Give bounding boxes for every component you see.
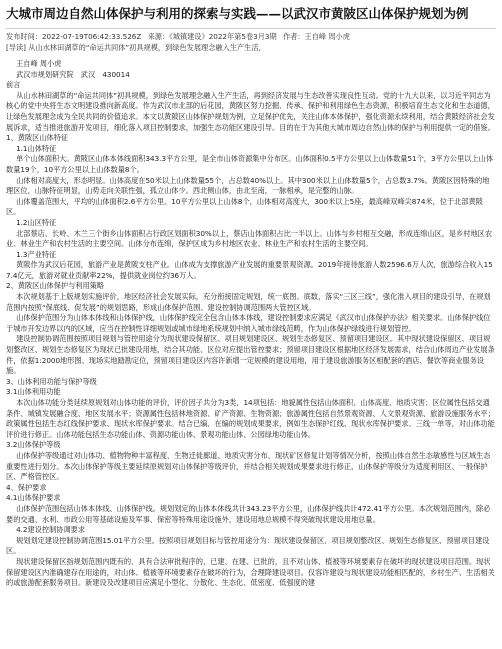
title-divider — [6, 28, 496, 29]
body-paragraph: 建设控制协调范围按照项目规划与管控用途分为现状建设保留区、项目规划建设区、规划生态修复区、预留项目建设区。其中现状建设保留区、项目规划整改区、规划生态修复区为现状已批建设用地，结合其功能、区位对应提出管控要求；预留项目建设区根据地区经济发展需求，结合山体周边产业发展条件，依据1:2000地形图、现场实地踏勘定位，预留项目建设区内容许新增一定规模的建设用地，用于建设旅游服务区相配套的酒店、餐饮等商业服务设施。 — [6, 334, 495, 376]
section-heading: 4、保护要求 — [6, 482, 47, 492]
guide-line: [导读] 从山水林田湖草的“命运共同体”初具规模，到绿色发展理念融入生产生活， — [6, 43, 266, 52]
section-heading: 3.1山体利用功能 — [6, 387, 61, 397]
body-paragraph: 山体覆盖范围大，平均的山体面积2.6平方公里。10平方公里以上山体8个，山体相对高度大，300米以上5座，最高峰双峰尖874米，位于北部黄陂区。 — [6, 196, 483, 217]
article-title: 大城市周边自然山体保护与利用的探索与实践——以武汉市黄陂区山体保护规划为例 — [6, 6, 469, 21]
body-paragraph: 山体保护范围包括山体本体线、山体保护线。规划划定的山体本体线共计343.23平方公里，山体保护线共计472.41平方公里。本次规划范围内，除必要的交通、水利、市政公用等基础设施及军事、保密等特殊用途设施外，建设用地总规模不得突破现状建设用地总量。 — [6, 503, 491, 524]
body-paragraph: 山体保护等级通过对山体功、植物物种丰富程度、生物迁徙廊道、地质灾害分布、现状矿区修复计划等情况分析，按照山体自然生态敏感性与区域生态重要性进行划分。本次山体保护等级主要延续原规划对山体保护等级评价，并结合相关规划成果要求进行修正，山体保护等级分为适度利用区、一般保护区、严格管控区。 — [6, 450, 491, 482]
body-paragraph: 本次规划基于上版规划实施评价，地区经济社会发展实际，充分衔接固定规划，统一底图、底数，落实“三区三线”，强化准入项目的建设引导，在规划范围内按照“保底线、促发展”的规划思路，形成山体保护范围、建设控制协调范围两大管控区域。 — [6, 292, 491, 312]
section-heading: 4.1山体保护要求 — [6, 493, 61, 503]
body-paragraph: 北部蔡店、长岭、木兰三个街乡山体面积占行政区划面积30%以上，蔡店山体面积占比一半以上。山体与乡村相互交融，形成连绵山区，是乡村地区农业、林业生产和农村生活的主要空间。山体分布连绵，保护区成为乡村地区农业、林业生产和农村生活的主要空间。 — [6, 228, 493, 249]
affiliation-line: 武汉市规划研究院 武汉 430014 — [16, 69, 130, 79]
section-heading: 3、山体利用功能与保护等级 — [6, 376, 97, 386]
body-paragraph: 本次山体功能分类延续原规划对山体功能的评价，评价因子共分为3类，14项包括：地貌属性包括山体面积、山体高度、地质灾害；区位属性包括交通条件、城镇发展融合度、地区发展水平；资源属性包括林地资源、矿产资源、生物资源；旅游属性包括自然景观资源、人文景观资源、旅游设施服务水平；政策属性包括生态红线保护要求、现状水库保护要求。结合已编、在编的规划成果要求，例如生态保护红线、现状水库保护要求、三线一单等，对山体功能评价进行修正。山体功能包括生态功能山体、资源功能山体、景观功能山体、公园绿地功能山体。 — [6, 398, 495, 439]
body-paragraph: 从山水林田湖草的“命运共同体”初具规模，到绿色发展理念融入生产生活，再到经济发展与生态改善实现良性互动。党的十九大以来，以习近平同志为核心的党中央将生态文明建设推向新高度。作为武汉市北部的后花园，黄陂区努力挖掘、传承、保护和利用绿色生态资源，积极培育生态文化和生态道德，让绿色发展理念成为全民共同的价值追求。本文以黄陂区山体保护规划为例，立足保护优先，关注山体本体保护，强化资源永续利用，结合黄陂经济社会发展诉求，适当推进旅游开发项目，细化落入项目控制要求，加强生态功能区建设引导。目的在于为其他大城市周边自然山体的保护与利用提供一定的借鉴。 — [6, 90, 495, 132]
source: 来源：《城镇建设》2022年第5卷3月3期 — [147, 32, 277, 41]
body-paragraph: 黄陂作为武汉后花园，旅游产业是黄陂支柱产业。山体成为支撑旅游产业发展的重要景观资源。2019年接待旅游人数2596.6万人次，旅游综合收入157.4亿元，旅游对就业贡献率22%，提供就业岗位约36万人。 — [6, 260, 493, 280]
body-paragraph: 现状建设保留区指规划范围内既有的、具有合法审批程序的，已建、在建、已批的，且不对山体、植被等环境要素存在破坏的现状建设项目范围。现状保留建设区内准确建存在用途的，对山体、植被等环境要素存在破坏的行为，合理降建设项目。仅容许建设与现状建设功能相匹配的，乡村生产、生活相关的或旅游配套服务项目。新建设及改建项目应满足小型化、分散化、生态化、低密度、低强度的建 — [6, 556, 495, 588]
body-paragraph: 4.2建设控制协调要求 — [16, 525, 86, 535]
article-body — [6, 59, 496, 589]
body-paragraph: 1.1山体特征 — [16, 143, 57, 153]
body-paragraph: 单个山体面积大。黄陂区山体本体线面积343.3平方公里，是全市山体资源集中分布区。山体面积0.5平方公里以上山体数量51个，3平方公里以上山体数量19个，10平方公里以上山体数量8个。 — [6, 154, 494, 174]
author-line: 王自峰 周小虎 — [16, 59, 62, 68]
body-paragraph: 山体保护范围分为山体本体线和山体保护线，山体保护线完全包含山体本体线，建设控制要求应满足《武汉市山体保护办法》相关要求。山体保护线位于城市开发边界以内的区域，应当在控制性详细规划或城市绿地系统规划中纳入城市绿线范畴，作为山体保护绿线进行规划管控。 — [6, 313, 491, 333]
body-paragraph: 1.3产业特征 — [16, 249, 57, 259]
paragraph-list — [6, 80, 496, 589]
section-heading: 1、黄陂区山体特征 — [6, 133, 69, 143]
publish-time: 发布时间：2022-07-19T06:42:33.526Z — [6, 32, 142, 41]
section-heading: 2、黄陂区山体保护与利用策略 — [6, 281, 105, 291]
body-paragraph: 山体相对高度大，形态明显。山体高度在50米以上山体数量55个，占总数40%以上。其中300米以上山体数量5个，占总数3.7%。黄陂区因特殊的地理区位，山脉特征明显，山势走向关联性强，孤立山体少。西北侧山体，由北至南，一脉相承，是完整的山脉。 — [6, 175, 490, 196]
section-heading: 前言 — [6, 80, 21, 90]
section-heading: 3.2山体保护等级 — [6, 440, 61, 450]
author: 作者：王自峰 周小虎 — [282, 32, 350, 41]
body-paragraph: 规划划定建设控制协调范围15.01平方公里。按照项目规划目标与管控用途分为：现状建设保留区、项目规划整改区、规划生态修复区、预留项目建设区。 — [6, 535, 490, 556]
body-paragraph: 1.2山区特征 — [16, 217, 57, 227]
article-meta — [6, 31, 496, 42]
